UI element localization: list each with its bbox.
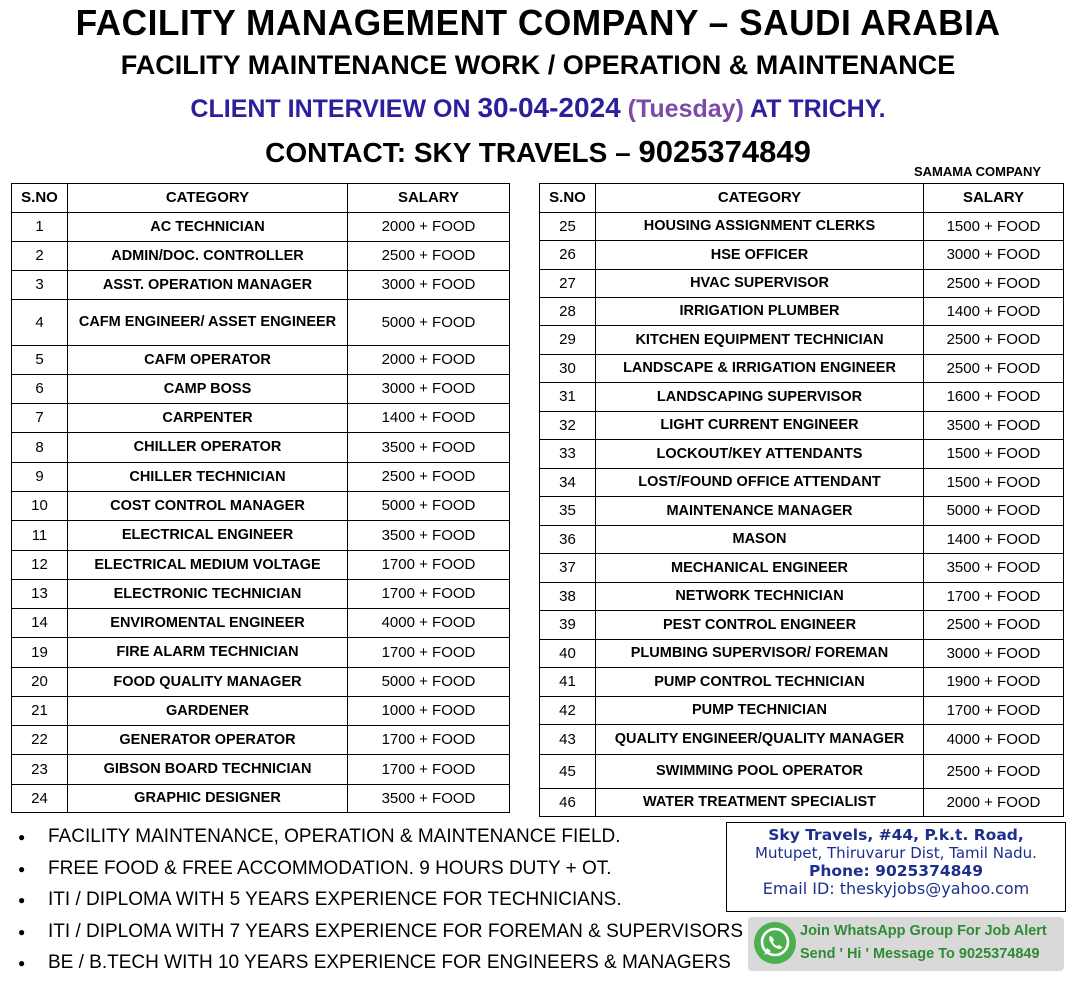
cell-salary: 3000 + FOOD	[348, 375, 510, 404]
company-tag: SAMAMA COMPANY	[914, 164, 1042, 179]
requirements-list	[18, 823, 743, 981]
cell-sno: 20	[12, 668, 68, 697]
cell-salary: 1500 + FOOD	[924, 440, 1064, 469]
cell-category: MAINTENANCE MANAGER	[596, 497, 924, 526]
cell-category: LANDSCAPING SUPERVISOR	[596, 383, 924, 412]
cell-salary: 1900 + FOOD	[924, 668, 1064, 697]
cell-sno: 3	[12, 271, 68, 300]
cell-category: KITCHEN EQUIPMENT TECHNICIAN	[596, 326, 924, 355]
cell-salary: 1700 + FOOD	[348, 726, 510, 755]
table-row	[540, 213, 1064, 241]
cell-sno: 2	[12, 242, 68, 271]
table-row	[12, 492, 510, 521]
cell-category: AC TECHNICIAN	[68, 213, 348, 242]
cell-sno: 11	[12, 521, 68, 551]
cell-salary: 1600 + FOOD	[924, 383, 1064, 412]
cell-sno: 30	[540, 355, 596, 383]
requirement-item: ● ITI / DIPLOMA WITH 7 YEARS EXPERIENCE FOR FOREMAN & SUPERVISORS	[18, 918, 743, 950]
cell-salary: 1700 + FOOD	[348, 638, 510, 668]
cell-sno: 35	[540, 497, 596, 526]
page-title: FACILITY MANAGEMENT COMPANY – SAUDI ARABIA	[75, 2, 1001, 43]
header-salary: SALARY	[348, 184, 510, 213]
table-row	[12, 433, 510, 463]
cell-salary: 1700 + FOOD	[348, 755, 510, 785]
cell-sno: 12	[12, 551, 68, 580]
cell-category: PLUMBING SUPERVISOR/ FOREMAN	[596, 640, 924, 668]
cell-sno: 24	[12, 785, 68, 813]
table-row	[540, 725, 1064, 755]
cell-sno: 39	[540, 611, 596, 640]
contact-box	[726, 822, 1066, 912]
cell-category: CAMP BOSS	[68, 375, 348, 404]
page-subtitle: FACILITY MAINTENANCE WORK / OPERATION & MAINTENANCE	[120, 50, 956, 80]
table-row	[540, 789, 1064, 817]
whatsapp-message-text: Send ' Hi ' Message To 9025374849	[800, 946, 1040, 962]
cell-salary: 3500 + FOOD	[348, 785, 510, 813]
cell-salary: 1700 + FOOD	[924, 583, 1064, 611]
requirement-item: ● ITI / DIPLOMA WITH 5 YEARS EXPERIENCE FOR TECHNICIANS.	[18, 886, 743, 918]
cell-category: FIRE ALARM TECHNICIAN	[68, 638, 348, 668]
table-row	[12, 668, 510, 697]
cell-category: GRAPHIC DESIGNER	[68, 785, 348, 813]
header-sno: S.NO	[12, 184, 68, 213]
jobs-table-left	[11, 183, 510, 813]
cell-sno: 32	[540, 412, 596, 440]
cell-sno: 43	[540, 725, 596, 755]
table-row	[540, 668, 1064, 697]
cell-category: CAFM ENGINEER/ ASSET ENGINEER	[68, 300, 348, 346]
cell-category: LOST/FOUND OFFICE ATTENDANT	[596, 469, 924, 497]
cell-sno: 41	[540, 668, 596, 697]
table-row	[540, 611, 1064, 640]
cell-sno: 8	[12, 433, 68, 463]
cell-category: IRRIGATION PLUMBER	[596, 298, 924, 326]
table-row	[12, 697, 510, 726]
cell-salary: 2500 + FOOD	[924, 326, 1064, 355]
cell-salary: 1400 + FOOD	[924, 526, 1064, 554]
cell-sno: 19	[12, 638, 68, 668]
whatsapp-join-text: Join WhatsApp Group For Job Alert	[800, 923, 1047, 939]
cell-salary: 3500 + FOOD	[924, 412, 1064, 440]
cell-sno: 21	[12, 697, 68, 726]
interview-date: 30-04-2024	[477, 92, 621, 123]
cell-category: GENERATOR OPERATOR	[68, 726, 348, 755]
cell-salary: 1700 + FOOD	[924, 697, 1064, 725]
cell-salary: 2500 + FOOD	[348, 242, 510, 271]
cell-sno: 9	[12, 463, 68, 492]
cell-sno: 33	[540, 440, 596, 469]
interview-line	[0, 92, 1076, 124]
cell-category: PUMP CONTROL TECHNICIAN	[596, 668, 924, 697]
contact-phone-line: Phone: 9025374849	[808, 862, 984, 880]
cell-category: HVAC SUPERVISOR	[596, 270, 924, 298]
table-row	[12, 609, 510, 638]
table-row	[540, 526, 1064, 554]
cell-salary: 1700 + FOOD	[348, 551, 510, 580]
table-row	[12, 785, 510, 813]
cell-sno: 14	[12, 609, 68, 638]
cell-category: ADMIN/DOC. CONTROLLER	[68, 242, 348, 271]
cell-salary: 5000 + FOOD	[348, 668, 510, 697]
cell-sno: 10	[12, 492, 68, 521]
cell-category: HOUSING ASSIGNMENT CLERKS	[596, 213, 924, 241]
cell-salary: 5000 + FOOD	[348, 300, 510, 346]
table-row	[12, 375, 510, 404]
contact-address-line2: Mutupet, Thiruvarur Dist, Tamil Nadu.	[755, 844, 1037, 862]
cell-salary: 2000 + FOOD	[924, 789, 1064, 817]
requirement-item: ● FREE FOOD & FREE ACCOMMODATION. 9 HOURS DUTY + OT.	[18, 855, 743, 887]
table-row	[540, 326, 1064, 355]
cell-sno: 29	[540, 326, 596, 355]
cell-category: ENVIROMENTAL ENGINEER	[68, 609, 348, 638]
cell-salary: 3000 + FOOD	[924, 241, 1064, 270]
table-row	[540, 383, 1064, 412]
table-row	[540, 469, 1064, 497]
cell-category: MASON	[596, 526, 924, 554]
table-row	[12, 404, 510, 433]
table-row	[12, 346, 510, 375]
cell-category: GARDENER	[68, 697, 348, 726]
cell-sno: 7	[12, 404, 68, 433]
cell-salary: 3500 + FOOD	[924, 554, 1064, 583]
table-row	[540, 583, 1064, 611]
cell-sno: 37	[540, 554, 596, 583]
contact-phone: 9025374849	[638, 134, 811, 169]
cell-sno: 26	[540, 241, 596, 270]
cell-salary: 3000 + FOOD	[348, 271, 510, 300]
cell-category: ASST. OPERATION MANAGER	[68, 271, 348, 300]
cell-sno: 34	[540, 469, 596, 497]
cell-category: WATER TREATMENT SPECIALIST	[596, 789, 924, 817]
cell-category: CHILLER TECHNICIAN	[68, 463, 348, 492]
jobs-table-right	[539, 183, 1064, 817]
cell-salary: 1400 + FOOD	[924, 298, 1064, 326]
table-row	[12, 521, 510, 551]
header-category: CATEGORY	[68, 184, 348, 213]
table-row	[12, 755, 510, 785]
cell-category: PEST CONTROL ENGINEER	[596, 611, 924, 640]
cell-salary: 2500 + FOOD	[924, 755, 1064, 789]
table-row	[540, 412, 1064, 440]
cell-category: CAFM OPERATOR	[68, 346, 348, 375]
cell-category: HSE OFFICER	[596, 241, 924, 270]
cell-salary: 1400 + FOOD	[348, 404, 510, 433]
table-row	[12, 463, 510, 492]
cell-salary: 3000 + FOOD	[924, 640, 1064, 668]
table-row	[12, 242, 510, 271]
cell-salary: 1500 + FOOD	[924, 213, 1064, 241]
table-row	[12, 213, 510, 242]
cell-category: ELECTRICAL MEDIUM VOLTAGE	[68, 551, 348, 580]
table-row	[12, 638, 510, 668]
cell-category: QUALITY ENGINEER/QUALITY MANAGER	[596, 725, 924, 755]
table-row	[12, 551, 510, 580]
table-row	[540, 440, 1064, 469]
interview-prefix: CLIENT INTERVIEW ON	[190, 95, 478, 123]
table-row	[12, 726, 510, 755]
cell-salary: 1500 + FOOD	[924, 469, 1064, 497]
cell-sno: 22	[12, 726, 68, 755]
cell-salary: 3500 + FOOD	[348, 433, 510, 463]
cell-salary: 5000 + FOOD	[348, 492, 510, 521]
cell-sno: 13	[12, 580, 68, 609]
cell-category: CARPENTER	[68, 404, 348, 433]
cell-sno: 6	[12, 375, 68, 404]
cell-sno: 46	[540, 789, 596, 817]
cell-salary: 3500 + FOOD	[348, 521, 510, 551]
cell-category: COST CONTROL MANAGER	[68, 492, 348, 521]
cell-sno: 38	[540, 583, 596, 611]
table-row	[540, 640, 1064, 668]
cell-salary: 2000 + FOOD	[348, 346, 510, 375]
cell-salary: 2000 + FOOD	[348, 213, 510, 242]
cell-sno: 36	[540, 526, 596, 554]
whatsapp-icon	[752, 920, 798, 966]
cell-sno: 5	[12, 346, 68, 375]
cell-category: MECHANICAL ENGINEER	[596, 554, 924, 583]
cell-sno: 40	[540, 640, 596, 668]
table-row	[540, 554, 1064, 583]
cell-category: FOOD QUALITY MANAGER	[68, 668, 348, 697]
cell-sno: 25	[540, 213, 596, 241]
cell-sno: 23	[12, 755, 68, 785]
cell-category: ELECTRICAL ENGINEER	[68, 521, 348, 551]
header-sno: S.NO	[540, 184, 596, 213]
cell-sno: 28	[540, 298, 596, 326]
whatsapp-banner[interactable]	[748, 917, 1064, 971]
cell-category: LANDSCAPE & IRRIGATION ENGINEER	[596, 355, 924, 383]
table-row	[540, 697, 1064, 725]
cell-category: PUMP TECHNICIAN	[596, 697, 924, 725]
table-row	[540, 755, 1064, 789]
cell-sno: 45	[540, 755, 596, 789]
table-row	[540, 298, 1064, 326]
requirement-item: ● BE / B.TECH WITH 10 YEARS EXPERIENCE FOR ENGINEERS & MANAGERS	[18, 949, 743, 981]
requirement-item: ● FACILITY MAINTENANCE, OPERATION & MAINTENANCE FIELD.	[18, 823, 743, 855]
cell-sno: 1	[12, 213, 68, 242]
cell-category: GIBSON BOARD TECHNICIAN	[68, 755, 348, 785]
cell-sno: 27	[540, 270, 596, 298]
header-category: CATEGORY	[596, 184, 924, 213]
interview-day: (Tuesday)	[620, 95, 744, 123]
table-row	[540, 241, 1064, 270]
cell-category: ELECTRONIC TECHNICIAN	[68, 580, 348, 609]
table-row	[12, 271, 510, 300]
interview-location: AT TRICHY.	[743, 95, 886, 123]
contact-address-line1: Sky Travels, #44, P.k.t. Road,	[768, 826, 1024, 844]
cell-salary: 2500 + FOOD	[924, 355, 1064, 383]
cell-category: LIGHT CURRENT ENGINEER	[596, 412, 924, 440]
table-row	[540, 497, 1064, 526]
cell-salary: 1000 + FOOD	[348, 697, 510, 726]
cell-category: SWIMMING POOL OPERATOR	[596, 755, 924, 789]
cell-category: CHILLER OPERATOR	[68, 433, 348, 463]
cell-salary: 2500 + FOOD	[924, 270, 1064, 298]
cell-salary: 4000 + FOOD	[924, 725, 1064, 755]
table-row	[12, 580, 510, 609]
cell-category: LOCKOUT/KEY ATTENDANTS	[596, 440, 924, 469]
cell-salary: 4000 + FOOD	[348, 609, 510, 638]
contact-label: CONTACT: SKY TRAVELS –	[265, 137, 639, 168]
cell-sno: 31	[540, 383, 596, 412]
contact-email-line: Email ID: theskyjobs@yahoo.com	[762, 879, 1030, 898]
table-row	[540, 270, 1064, 298]
cell-salary: 5000 + FOOD	[924, 497, 1064, 526]
cell-salary: 2500 + FOOD	[924, 611, 1064, 640]
table-row	[540, 355, 1064, 383]
cell-category: NETWORK TECHNICIAN	[596, 583, 924, 611]
header-salary: SALARY	[924, 184, 1064, 213]
cell-sno: 4	[12, 300, 68, 346]
cell-salary: 1700 + FOOD	[348, 580, 510, 609]
cell-salary: 2500 + FOOD	[348, 463, 510, 492]
table-row	[12, 300, 510, 346]
cell-sno: 42	[540, 697, 596, 725]
